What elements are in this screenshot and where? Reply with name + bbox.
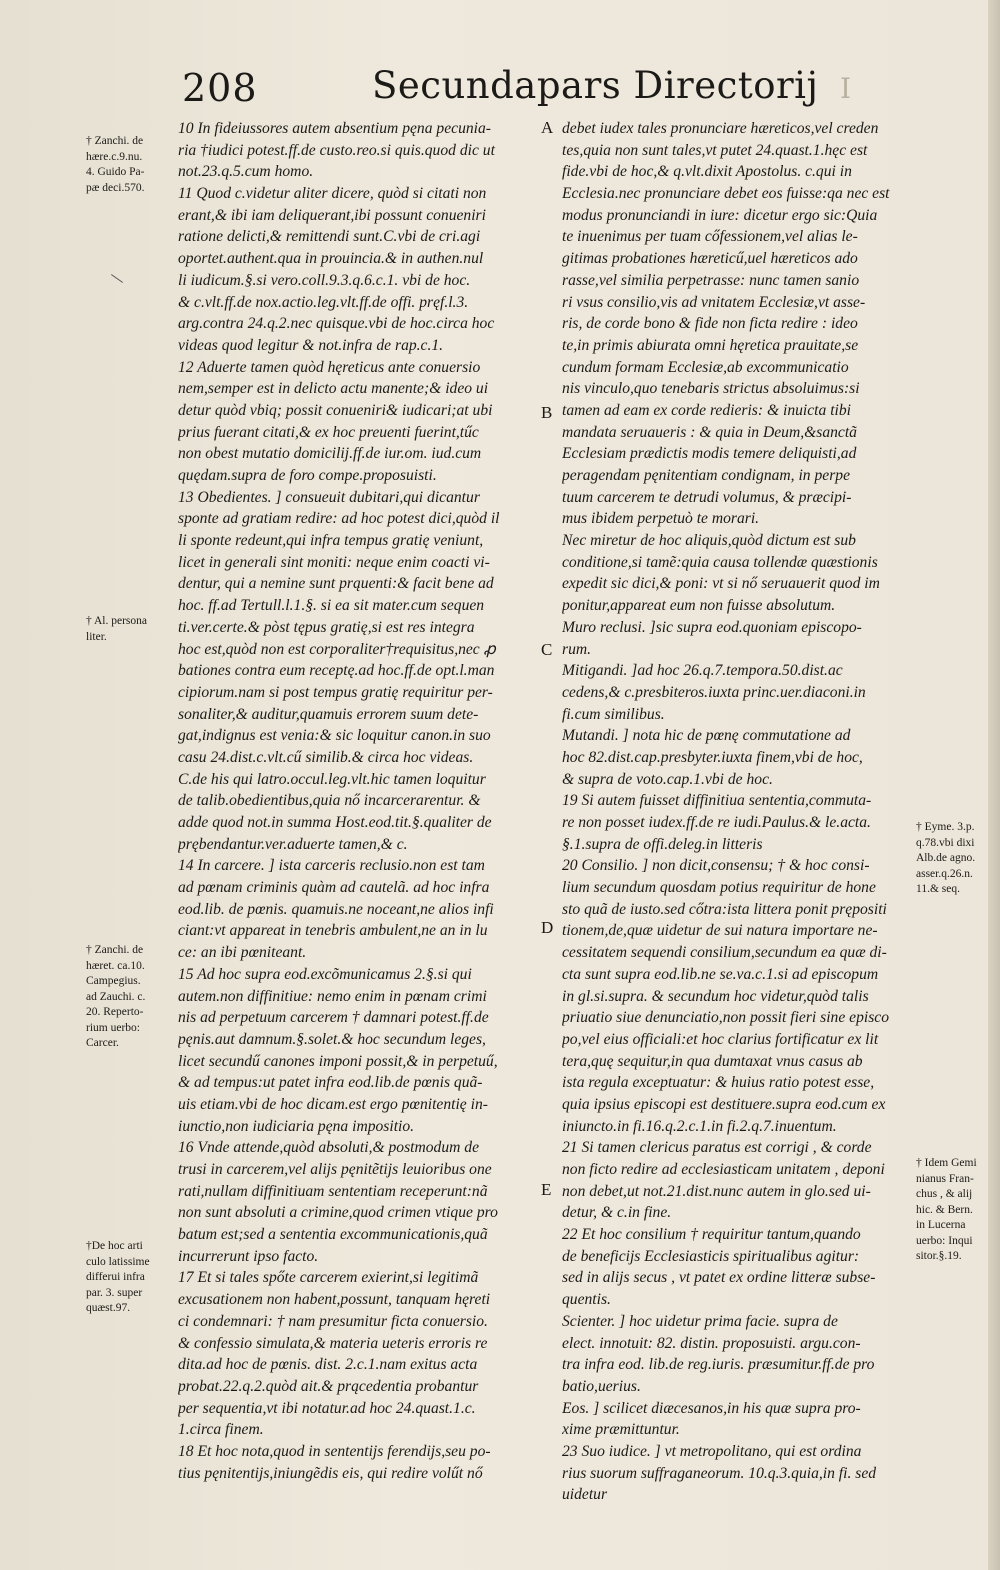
margin-note-right-1 (916, 820, 975, 898)
margin-pen-mark (111, 274, 123, 283)
text-line: non ficto redire ad ecclesiasticam unitatem , deponi (562, 1161, 885, 1178)
margin-note-line: quæst.97. (86, 1302, 131, 1314)
text-line: quentis. (562, 1291, 611, 1309)
text-line: non sunt absoluti a crimine,quod crimen vtique pro (178, 1204, 498, 1222)
margin-note-line: hic. & Bern. (916, 1203, 973, 1216)
text-line: nis vinculo,quo tenebaris strictus absoluimus:si (562, 380, 860, 398)
text-line: 22 Et hoc consilium † requiritur tantum,quando (562, 1226, 861, 1244)
text-line: prius fuerant citati,& ex hoc preuenti fuerint,tűc (178, 423, 479, 441)
margin-note-line: † Idem Gemi (916, 1157, 977, 1169)
text-line: Ecclesia.nec pronunciare debet eos fuisse:qa nec est (562, 185, 890, 203)
margin-note-left-1 (86, 134, 144, 196)
text-line: iniuncto.in fi.16.q.2.c.1.in fi.2.q.7.inuentum. (562, 1117, 837, 1135)
text-line: 21 Si tamen clericus paratus est corrigi , & corde (562, 1139, 872, 1157)
margin-note-line: ad Zauchi. c. (86, 990, 146, 1003)
text-line: 20 Consilio. ] non dicit,consensu; † & hoc consi- (562, 857, 870, 875)
text-line: 14 In carcere. ] ista carceris reclusio.non est tam (178, 857, 485, 875)
text-line: ti.ver.certe.& pòst tępus gratię,si est res integra (178, 618, 475, 636)
margin-note-line: † Al. persona (86, 615, 148, 627)
margin-note-line: † Zanchi. de (86, 944, 144, 956)
margin-note-line: † Zanchi. de (86, 135, 144, 147)
text-line: quia ipsius episcopi est destituere.supra eod.cum ex (562, 1095, 886, 1113)
text-line: po,vel eius officiali:et hoc clarius fortificatur ex lit (562, 1030, 879, 1048)
text-line: Mutandi. ] nota hic de pœnę commutatione ad (562, 727, 851, 745)
text-line: oportet.authent.qua in prouincia.& in authen.nul (178, 250, 484, 268)
text-line: ad pœnam criminis quàm ad cautelã. ad hoc infra (178, 879, 490, 897)
text-line: trusi in carcerem,vel alijs pęnitẽtijs leuioribus one (178, 1161, 492, 1178)
text-line: sonaliter,& auditur,quamuis errorem suum dete- (178, 705, 479, 723)
margin-note-line: † Eyme. 3.p. (916, 821, 975, 833)
margin-note-line: q.78.vbi dixi (916, 836, 975, 849)
page-number: 208 (182, 66, 258, 110)
text-line: §.1.supra de offi.deleg.in litteris (562, 835, 763, 853)
text-line: 23 Suo iudice. ] vt metropolitano, qui est ordina (562, 1442, 862, 1460)
text-line: sed in alijs secus , vt patet ex ordine litteræ subse- (562, 1269, 876, 1287)
text-line: gat,indignus est venia:& sic loquitur canon.in suo (178, 727, 491, 745)
text-line: tera,quę sequitur,in qua dumtaxat vnus casus ab (562, 1052, 863, 1070)
text-line: quędam.supra de foro compe.proposuisti. (178, 467, 437, 484)
section-letter-d: D (541, 918, 554, 937)
text-line: casu 24.dist.c.vlt.cű similib.& circa hoc videas. (178, 748, 474, 766)
text-line: hoc. ff.ad Tertull.l.1.§. si ea sit mater.cum sequen (178, 597, 485, 615)
text-line: tionem,de,quæ uidetur de sui natura importare ne- (562, 922, 878, 940)
text-line: rati,nullam diffinitiuam sententiam receperunt:nã (178, 1182, 488, 1200)
text-line: tamen ad eam ex corde redieris: & inuicta tibi (562, 401, 851, 419)
text-line: cundum formam Ecclesiæ,ab excommunicatio (562, 358, 849, 376)
text-line: ponitur,appareat eum non fuisse absolutum. (562, 597, 836, 615)
margin-note-line: †De hoc arti (86, 1240, 143, 1252)
text-line: & ad tempus:ut patet infra eod.lib.de pœnis quã- (178, 1074, 483, 1092)
text-line: mandata seruaueris : & quia in Deum,&sanctã (562, 423, 857, 441)
text-line: modus pronunciandi in iure: dicetur ergo sic:Quia (562, 206, 878, 224)
text-line: tes,quia non sunt tales,vt putet 24.quast.1.hęc est (562, 141, 868, 159)
text-line: ciant:vt appareat in tenebris ambulent,ne an in lu (178, 922, 488, 940)
text-line: 19 Si autem fuisset diffinitiua sententia,commuta- (562, 792, 872, 810)
text-line: rum. (562, 640, 592, 658)
text-line: eod.lib. de pœnis. quamuis.ne noceant,ne alios infi (178, 900, 494, 918)
text-line: iunctio,non iudiciaria pęna impositio. (178, 1117, 415, 1135)
text-line: Nec miretur de hoc aliquis,quòd dictum est sub (562, 532, 856, 550)
text-line: mus ibidem perpetuò te morari. (562, 510, 760, 528)
text-line: li iudicum.§.si vero.coll.9.3.q.6.c.1. vbi de hoc. (178, 271, 471, 289)
text-line: ri vsus consilio,vis ad vnitatem Ecclesiæ,vt asse- (562, 293, 866, 311)
text-line: tius pęnitentijs,iniungẽdis eis, qui redire volűt nő (178, 1464, 483, 1482)
text-line: ci condemnari: † nam presumitur ficta conuersio. (178, 1312, 488, 1330)
text-line: Eos. ] scilicet diæcesanos,in his quæ supra pro- (562, 1399, 861, 1417)
text-line: Ecclesiam prædictis modis temere deliquisti,ad (562, 445, 857, 463)
text-line: pęnis.aut damnum.§.solet.& hoc secundum leges, (178, 1030, 486, 1048)
text-line: fi.cum similibus. (562, 705, 665, 723)
text-line: te inuenimus per tuam cőfessionem,vel alias le- (562, 228, 858, 246)
margin-note-line: culo latissime (86, 1255, 150, 1268)
text-line: nem,semper est in delicto actu manente;& ideo ui (178, 380, 489, 398)
text-line: 13 Obedientes. ] consueuit dubitari,qui dicantur (178, 488, 480, 506)
text-line: 15 Ad hoc supra eod.excõmunicamus 2.§.si qui (178, 965, 472, 983)
text-line: prębendantur.ver.aduerte tamen,& c. (178, 835, 408, 853)
margin-note-line: chus , & alij (916, 1188, 973, 1200)
text-line: incurrerunt ipso facto. (178, 1247, 319, 1265)
text-line: videas quod legitur & not.infra de rap.c.1. (178, 336, 444, 354)
margin-note-line: 20. Reperto- (86, 1006, 144, 1018)
text-line: non obest mutatio domicilij.ff.de iur.om. iud.cum (178, 445, 482, 463)
text-line: arg.contra 24.q.2.nec quisque.vbi de hoc.circa hoc (178, 315, 495, 333)
margin-note-line: uerbo: Inqui (916, 1234, 973, 1247)
text-line: adde quod not.in summa Host.eod.tit.§.qualiter de (178, 814, 492, 831)
text-line: de talib.obedientibus,quia nő incarcerarentur. & (178, 792, 481, 810)
text-line: ista regula exceptuatur: & huius ratio potest esse, (562, 1074, 875, 1092)
text-line: ratione delicti,& remittendi sunt.C.vbi de cri.agi (178, 228, 481, 246)
page-edge (988, 0, 1000, 1570)
text-line: 11 Quod c.videtur aliter dicere, quòd si citati non (178, 185, 487, 203)
margin-note-line: 11.& seq. (916, 883, 960, 895)
text-line: licet in generali sint moniti: neque enim coacti vi- (178, 553, 490, 571)
text-line: dita.ad hoc de pœnis. dist. 2.c.1.nam exitus acta (178, 1356, 478, 1374)
text-line: batum est;sed a sententia excommunicationis,quã (178, 1226, 488, 1244)
text-line: 16 Vnde attende,quòd absoluti,& postmodum de (178, 1139, 480, 1157)
text-line: non debet,ut not.21.dist.nunc autem in glo.sed ui- (562, 1182, 871, 1200)
text-line: tra infra eod. lib.de reg.iuris. præsumitur.ff.de pro (562, 1356, 875, 1374)
running-title: Secundapars Directorij (372, 64, 819, 107)
text-line: Mitigandi. ]ad hoc 26.q.7.tempora.50.dist.ac (562, 662, 843, 680)
text-line: lium secundum quosdam potius requiritur de hone (562, 879, 876, 897)
text-line: cipiorum.nam si post tempus gratię requiritur per- (178, 683, 493, 701)
text-line: gitimas probationes hæreticű,uel hæreticos ado (562, 250, 858, 268)
text-line: C.de his qui latro.occul.leg.vlt.hic tamen loquitur (178, 770, 486, 788)
text-line: in gl.si.supra. & secundum hoc videtur,quòd talis (562, 987, 869, 1005)
margin-note-line: Campegius. (86, 975, 141, 987)
margin-note-line: liter. (86, 630, 107, 643)
left-text-column (178, 118, 533, 1484)
text-line: autem.non diffinitiue: nemo enim in pœnam crimi (178, 987, 487, 1005)
text-line: ria †iudici potest.ff.de custo.reo.si quis.quod dic ut (178, 141, 495, 159)
text-line: nis ad perpetuum carcerem † damnari potest.ff.de (178, 1009, 489, 1027)
margin-note-line: nianus Fran- (916, 1172, 974, 1185)
text-line: sponte ad gratiam redire: ad hoc potest dici,quòd il (178, 510, 500, 528)
text-line: uidetur (562, 1486, 608, 1504)
text-line: 17 Et si tales spőte carcerem exierint,si legitimã (178, 1269, 479, 1287)
section-letter-c: C (541, 640, 553, 659)
margin-note-left-2 (86, 614, 147, 645)
margin-note-right-2 (916, 1156, 977, 1265)
text-line: excusationem non habent,possunt, tanquam hęreti (178, 1291, 491, 1309)
text-line: debet iudex tales pronunciare hæreticos,vel creden (562, 120, 879, 137)
margin-note-line: par. 3. super (86, 1286, 143, 1299)
text-line: cta sunt supra eod.lib.ne se.va.c.1.si ad episcopum (562, 965, 879, 983)
margin-note-line: asser.q.26.n. (916, 867, 973, 880)
text-line: cedens,& c.presbiteros.iuxta princ.uer.diaconi.in (562, 683, 866, 701)
text-line: ce: an ibi pœniteant. (178, 944, 307, 962)
text-line: licet secundű canones imponi possit,& in perpetuű, (178, 1052, 498, 1070)
margin-note-line: hære.c.9.nu. (86, 150, 143, 163)
text-line: 12 Aduerte tamen quòd hęreticus ante conuersio (178, 358, 481, 376)
text-line: ris, de corde bono & fide non ficta redire : ideo (562, 315, 858, 333)
margin-note-line: 4. Guido Pa- (86, 166, 145, 178)
section-letter-b: B (541, 403, 553, 422)
text-line: rius suorum suffraganeorum. 10.q.3.quia,in fi. sed (562, 1464, 877, 1482)
margin-note-left-4 (86, 1239, 150, 1317)
text-line: cessitatem sequendi consilium,secundum ea quæ di- (562, 944, 887, 962)
text-line: per sequentia,vt ibi notatur.ad hoc 24.quast.1.c. (178, 1399, 476, 1417)
margin-note-left-3 (86, 943, 145, 1052)
text-line: detur, & c.in fine. (562, 1204, 672, 1222)
margin-note-line: rium uerbo: (86, 1021, 140, 1034)
text-line: hoc est,quòd non est corporaliter†requisitus,nec ꝓ (178, 640, 496, 658)
text-line: Muro reclusi. ]sic supra eod.quoniam episcopo- (562, 618, 862, 636)
text-line: priuatio siue denunciatio,non possit fieri sine episco (562, 1009, 890, 1027)
margin-note-line: pæ deci.570. (86, 181, 145, 194)
margin-note-line: sitor.§.19. (916, 1250, 962, 1262)
text-line: elect. innotuit: 82. distin. proposuisti. argu.con- (562, 1334, 861, 1352)
text-line: te,in primis abiurata omni hęretica prauitate,se (562, 336, 859, 354)
margin-note-line: in Lucerna (916, 1219, 966, 1231)
text-line: rasse,vel similia perpetrasse: nunc tamen sanio (562, 271, 860, 289)
text-line: 10 In fideiussores autem absentium pęna pecunia- (178, 120, 491, 137)
margin-note-line: differui infra (86, 1271, 145, 1283)
text-line: peragendam pęnitentiam condignam, in perpe (562, 467, 850, 484)
margin-note-line: Alb.de agno. (916, 852, 976, 864)
text-line: de beneficijs Ecclesiasticis spiritualibus agitur: (562, 1247, 860, 1265)
text-line: dentur, qui a nemine sunt prąuenti:& facit bene ad (178, 575, 494, 593)
text-line: fide.vbi de hoc,& q.vlt.dixit Apostolus. c.qui in (562, 163, 852, 181)
text-line: detur quòd vbiq; possit conueniri& iudicari;at ubi (178, 401, 493, 419)
text-line: & supra de voto.cap.1.vbi de hoc. (562, 770, 773, 788)
text-line: li sponte redeunt,qui infra tempus gratię veniunt, (178, 532, 484, 550)
text-line: 18 Et hoc nota,quod in sententijs ferendijs,seu po- (178, 1442, 491, 1460)
text-line: batio,uerius. (562, 1377, 641, 1395)
text-line: xime præmittuntur. (562, 1421, 680, 1439)
section-letter-e: E (541, 1180, 552, 1199)
text-line: re non posset iudex.ff.de re iudi.Paulus.& le.acta. (562, 814, 871, 831)
text-line: conditione,si tamẽ:quia causa tollendæ quæstionis (562, 553, 878, 571)
text-line: & c.vlt.ff.de nox.actio.leg.vlt.ff.de offi. pręf.l.3. (178, 293, 469, 311)
text-line: expedit sic dici,& poni: vt si nő seruauerit quod im (562, 575, 880, 593)
text-line: bationes contra eum receptę.ad hoc.ff.de opt.l.man (178, 662, 495, 680)
text-line: uis etiam.vbi de hoc dicam.est ergo pœnitentię in- (178, 1095, 488, 1113)
text-line: tuum carcerem te detrudi volumus, & præcipi- (562, 488, 852, 506)
text-line: not.23.q.5.cum homo. (178, 163, 314, 181)
text-line: probat.22.q.2.quòd ait.& prącedentia probantur (178, 1377, 479, 1395)
text-line: erant,& ibi iam deliquerant,ibi possunt conueniri (178, 206, 486, 224)
section-letter-a: A (541, 118, 554, 137)
right-text-column (562, 118, 920, 1506)
text-line: sto quã de iusto.sed cőtra:ista littera ponit prępositi (562, 900, 887, 918)
margin-note-line: Carcer. (86, 1037, 119, 1049)
text-line: Scienter. ] hoc uidetur prima facie. supra de (562, 1312, 838, 1330)
text-line: 1.circa finem. (178, 1421, 264, 1439)
margin-note-line: hæret. ca.10. (86, 959, 145, 972)
bleed-through-text: I (840, 72, 852, 105)
text-line: & confessio simulata,& materia ueteris erroris re (178, 1334, 488, 1352)
text-line: hoc 82.dist.cap.presbyter.iuxta finem,vbi de hoc, (562, 748, 863, 766)
